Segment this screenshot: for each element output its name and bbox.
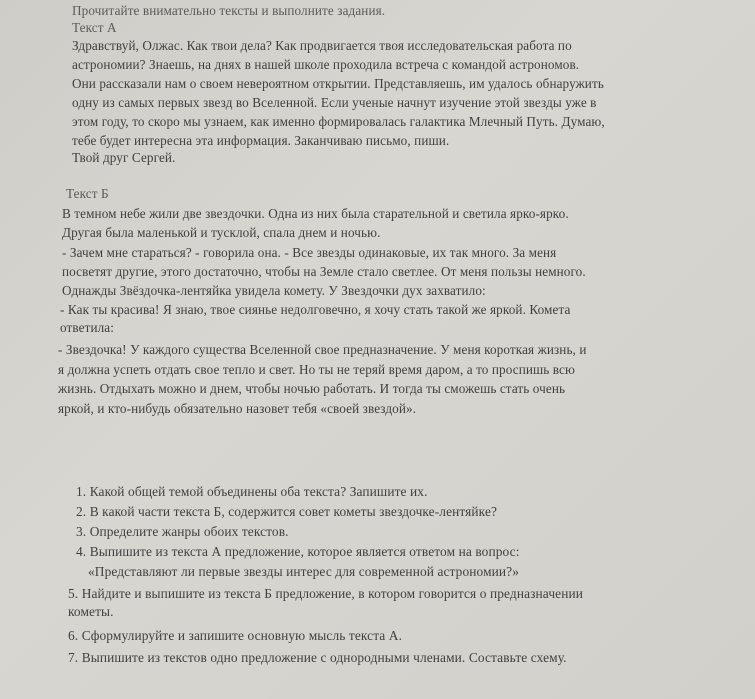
text-b-line: Однажды Звёздочка-лентяйка увидела комету. У Звездочки дух захватило:	[62, 283, 486, 298]
task-item: «Представляют ли первые звезды интерес для современной астрономии?»	[88, 564, 520, 579]
text-b-line: посветят другие, этого достаточно, чтобы на Земле стало светлее. От меня пользы немного.	[62, 264, 586, 279]
task-item: 5. Найдите и выпишите из текста Б предложение, в котором говорится о предназначении	[68, 586, 583, 601]
text-b-line: я должна успеть отдать свое тепло и свет. Но ты не теряй время даром, а то проспишь всю	[58, 362, 575, 377]
text-b-line: яркой, и кто-нибудь обязательно назовет тебя «своей звездой».	[58, 401, 417, 416]
text-a-line: астрономии? Знаешь, на днях в нашей школе проходила встреча с командой астрономов.	[72, 57, 580, 72]
text-a-line: Они рассказали нам о своем невероятном открытии. Представляешь, им удалось обнаружить	[72, 76, 604, 91]
task-item: 4. Выпишите из текста А предложение, которое является ответом на вопрос:	[76, 544, 520, 559]
text-a-line: тебе будет интересна эта информация. Заканчиваю письмо, пиши.	[72, 133, 450, 148]
text-b-title: Текст Б	[66, 186, 109, 201]
text-b-line: жизнь. Отдыхать можно и днем, чтобы ночью работать. И тогда ты сможешь стать очень	[58, 381, 566, 396]
task-item: 3. Определите жанры обоих текстов.	[76, 524, 289, 539]
task-item: 6. Сформулируйте и запишите основную мысль текста А.	[68, 628, 403, 643]
text-a-line: этом году, то скоро мы узнаем, как именно формировалась галактика Млечный Путь. Думаю,	[72, 114, 605, 129]
task-item: 2. В какой части текста Б, содержится совет кометы звездочке-лентяйке?	[76, 504, 498, 519]
task-item: кометы.	[68, 604, 114, 619]
text-b-line: - Как ты красива! Я знаю, твое сиянье недолговечно, я хочу стать такой же яркой. Комета	[60, 302, 571, 317]
instruction-line: Прочитайте внимательно тексты и выполните задания.	[72, 3, 386, 18]
text-b-line: - Звездочка! У каждого существа Вселенной свое предназначение. У меня короткая жизнь, и	[58, 342, 587, 357]
text-b-line: - Зачем мне стараться? - говорила она. - Все звезды одинаковые, их так много. За меня	[62, 245, 557, 260]
text-a-line: одну из самых первых звезд во Вселенной. Если ученые начнут изучение этой звезды уже в	[72, 95, 597, 110]
text-a-signature: Твой друг Сергей.	[72, 150, 176, 165]
text-b-line: ответила:	[60, 320, 115, 335]
text-a-title: Текст А	[72, 20, 117, 35]
task-item: 7. Выпишите из текстов одно предложение с однородными членами. Составьте схему.	[68, 650, 567, 665]
text-a-line: Здравствуй, Олжас. Как твои дела? Как продвигается твоя исследовательская работа по	[72, 38, 572, 53]
text-b-line: Другая была маленькой и тусклой, спала днем и ночью.	[62, 225, 381, 240]
text-b-line: В темном небе жили две звездочки. Одна из них была старательной и светила ярко-ярко.	[62, 206, 569, 221]
task-item: 1. Какой общей темой объединены оба текста? Запишите их.	[76, 484, 428, 499]
